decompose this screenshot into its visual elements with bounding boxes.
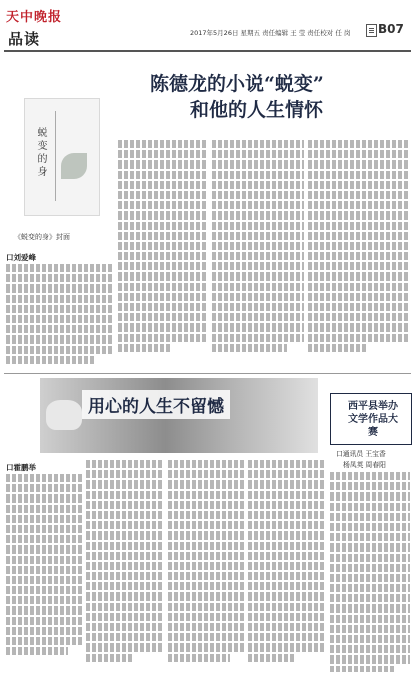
second-article-text-column xyxy=(248,460,324,672)
sidebar-author-2: 杨凤英 周春阳 xyxy=(343,461,386,469)
sidebar-text-column xyxy=(330,472,410,672)
book-cover-title: 蜕变的身 xyxy=(35,127,46,179)
sidebar-author-1: 口通讯员 王宝香 xyxy=(336,450,386,458)
article-text-column xyxy=(212,140,304,370)
book-cover-image xyxy=(24,98,100,216)
page-icon xyxy=(366,24,377,37)
second-article-text-column xyxy=(6,474,82,672)
book-cover-caption: 《蜕变的身》封面 xyxy=(14,233,70,241)
article-text-column xyxy=(118,140,208,370)
second-article-title: 用心的人生不留憾 xyxy=(82,390,230,419)
second-article-text-column xyxy=(168,460,244,672)
article-title-line-1: 陈德龙的小说“蜕变” xyxy=(150,73,324,95)
book-cover-leaf xyxy=(61,153,87,179)
section-divider xyxy=(4,373,411,374)
second-article-text-column xyxy=(86,460,164,672)
article-text-column xyxy=(308,140,408,370)
article-text-column xyxy=(6,264,114,366)
teacup-image xyxy=(46,400,82,430)
newspaper-logo: 天中晚报 xyxy=(6,10,63,25)
page-number: B07 xyxy=(378,22,404,36)
second-article-byline: 口霍鹏举 xyxy=(6,463,36,472)
article-byline: 口刘爱峰 xyxy=(6,253,36,262)
sidebar-title: 西平县举办文学作品大赛 xyxy=(348,401,398,438)
book-cover-decoration xyxy=(55,111,56,201)
section-title: 品读 xyxy=(8,30,41,48)
header-meta: 2017年5月26日 星期五 责任编辑 王 莹 责任校对 任 岗 xyxy=(190,29,351,37)
header-rule xyxy=(4,50,411,52)
article-title-line-2: 和他的人生情怀 xyxy=(190,99,324,121)
